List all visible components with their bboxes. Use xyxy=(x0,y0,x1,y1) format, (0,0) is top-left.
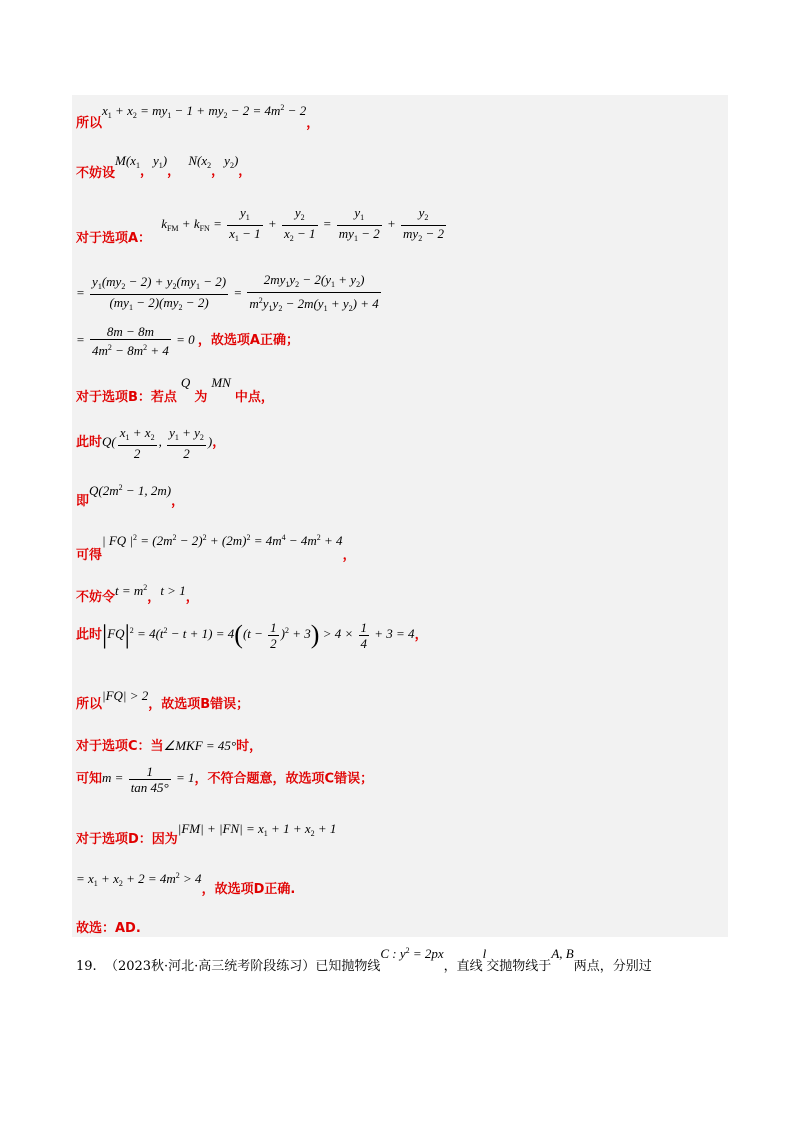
math-angle: ∠MKF = 45° xyxy=(163,738,237,753)
question-text-2: ，直线 xyxy=(443,959,483,974)
text-suffix: ， xyxy=(414,627,428,643)
math-fq-bound: $|FQ|^2 = 4(t^2 - t + 1) = 4((t$ − $\frac{1}{2}$ )$^2$ + 3) > 4 × $\frac{1}{4}$ + 3 = 4 xyxy=(102,620,415,651)
math-parabola: C : $y^2 = 2px$ xyxy=(380,946,444,961)
text-prefix: 对于选项A： xyxy=(76,231,152,247)
math-t-range: t > 1 xyxy=(160,583,186,598)
text-suffix: ，故选项B错误； xyxy=(148,697,250,712)
math-fm-fn-result: = $x_1 + x_2 + 2 = 4m^2 > 4$ xyxy=(76,871,202,888)
question-text-4: 两点，分别过 xyxy=(573,959,652,974)
math-slope-result: = $\frac{8m - 8m}{4m^2 - 8m^2 + 4}$ = 0 xyxy=(76,324,198,358)
text-prefix: 所以 xyxy=(76,697,103,712)
question-19 xyxy=(76,946,652,974)
text-prefix: 不妨设 xyxy=(76,166,116,181)
math-m-value: m = $\frac{1}{\tan 45^\circ}$ = 1 xyxy=(102,764,195,795)
text-suffix: ， xyxy=(212,434,226,450)
math-sum-x: $x_1 + x_2 = my_1 - 1 + my_2 - 2 = 4m^2 - 2$ xyxy=(102,103,307,120)
solution-line-3 xyxy=(76,205,448,246)
text-sep: ， xyxy=(167,164,181,179)
math-point-n: $N(x_2$ xyxy=(188,153,212,170)
math-line-l: l xyxy=(482,946,487,961)
text-suffix: ， xyxy=(185,590,199,605)
math-fq-squared: | FQ $|^2 = (2m^2 - 2)^2 + (2m)^2 = 4m^4 - 4m^2 + 4$ xyxy=(102,533,343,548)
text-prefix: 可知 xyxy=(76,771,103,787)
math-fq-greater: |FQ| > 2 xyxy=(102,688,149,703)
solution-line-11 xyxy=(76,620,428,651)
text-prefix: 可得 xyxy=(76,548,103,563)
math-q: Q xyxy=(180,375,191,390)
solution-line-14 xyxy=(76,764,373,795)
text-suffix: ，不符合题意，故选项C错误； xyxy=(194,771,374,787)
solution-line-4 xyxy=(76,272,383,316)
solution-line-6 xyxy=(76,372,274,405)
text-suffix: 时， xyxy=(236,739,263,754)
text-mid: 为 xyxy=(194,390,208,405)
solution-line-10 xyxy=(76,580,199,605)
math-slope-simplify: = $\frac{y_1(my_2 - 2) + y_2(my_1 - 2)}{(my_1 - 2)(my_2 - 2)}$ = $\frac{2my_1y_2 - 2(y_1 + y_2)}{m^2y_1y_2 - 2m(y_1 + y_2) + 4}$ xyxy=(76,272,379,313)
text-prefix: 所以 xyxy=(76,116,103,131)
math-mn: MN xyxy=(211,375,231,390)
text-suffix: ， xyxy=(342,548,356,563)
text-sep: ， xyxy=(139,164,153,179)
text-prefix: 对于选项B：若点 xyxy=(76,390,177,405)
text-suffix: ，故选项A正确； xyxy=(197,332,299,348)
solution-line-9 xyxy=(76,530,356,563)
text-suffix: ， xyxy=(306,116,320,131)
text-prefix: 此时 xyxy=(76,434,103,450)
math-point-m: $M(x_1$ xyxy=(115,153,140,170)
text-suffix: ，故选项D正确. xyxy=(201,882,296,897)
solution-line-1 xyxy=(76,100,320,131)
math-slope-sum: $k_{FM} + k_{FN}$ = $\frac{y_1}{x_1 - 1}$ + $\frac{y_2}{x_2 - 1}$ = $\frac{y_1}{my_1 - 2}$ + $\frac{y_2}{my_2 - 2}$ xyxy=(161,205,444,243)
text-sep: ， xyxy=(147,590,161,605)
question-source: （2023秋·河北·高三统考阶段练习） xyxy=(104,959,316,974)
text-prefix: 对于选项D：因为 xyxy=(76,832,178,847)
solution-line-15 xyxy=(76,818,337,847)
text-prefix: 此时 xyxy=(76,627,103,643)
solution-line-8 xyxy=(76,480,185,509)
math-midpoint: Q( $\frac{x_1 + x_2}{2}$ , $\frac{y_1 + y_2}{2}$ ) xyxy=(102,425,213,461)
math-q-coords: $Q(2m^2 - 1$, 2m) xyxy=(89,483,172,498)
question-text-1: 已知抛物线 xyxy=(315,959,381,974)
question-text-3: 交抛物线于 xyxy=(486,959,552,974)
question-number: 19. xyxy=(76,959,97,974)
math-points-ab: A, B xyxy=(551,946,574,961)
solution-line-17 xyxy=(76,917,141,936)
solution-line-7 xyxy=(76,425,225,461)
solution-line-5 xyxy=(76,324,299,358)
solution-line-13 xyxy=(76,735,262,754)
solution-line-2: 不妨设$M(x_1$，$y_1$)， $N(x_2$，$y_2$)， xyxy=(76,153,252,181)
solution-line-12 xyxy=(76,685,250,712)
text-sep: ， xyxy=(211,164,225,179)
solution-line-16 xyxy=(76,868,296,897)
text-suffix: 中点， xyxy=(234,390,274,405)
text-suffix: ， xyxy=(171,494,185,509)
text-prefix: 故选：AD. xyxy=(76,921,141,936)
math-substitution: $t = m^2$ xyxy=(115,583,148,598)
text-prefix: 不妨令 xyxy=(76,590,116,605)
text-suffix: ， xyxy=(238,164,252,179)
text-prefix: 对于选项C：当 xyxy=(76,739,164,754)
text-prefix: 即 xyxy=(76,494,90,509)
math-fm-fn: $|FM| + |FN| = x_1 + 1 + x_2 + 1$ xyxy=(177,821,337,838)
